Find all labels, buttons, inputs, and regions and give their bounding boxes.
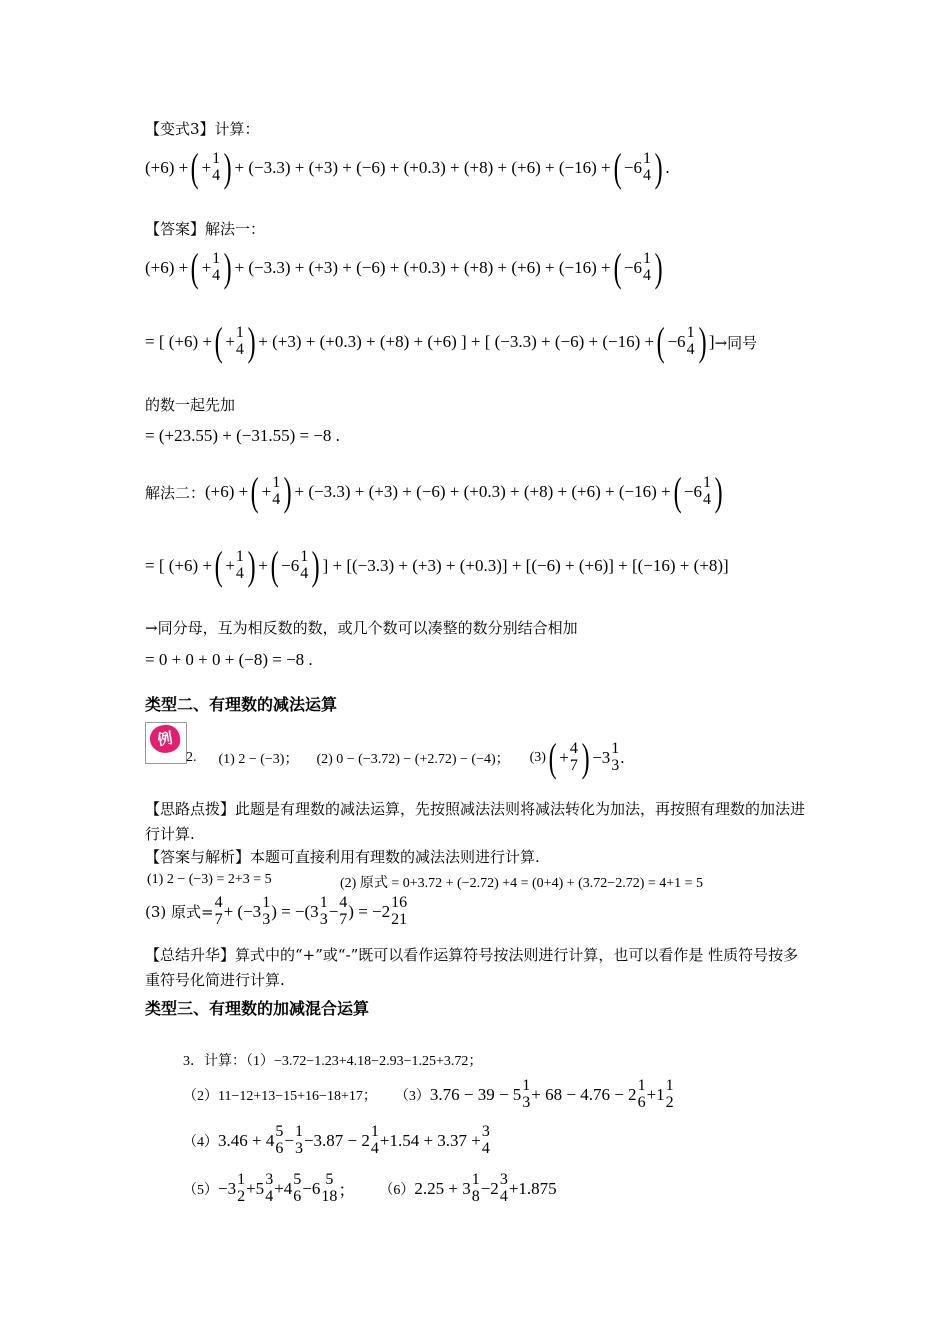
fraction: 1 4 — [643, 150, 651, 184]
p4-label: （4） — [183, 1134, 218, 1150]
fraction: 5 18 — [321, 1171, 338, 1205]
note: →同号 — [714, 333, 758, 352]
fraction: 5 6 — [275, 1123, 284, 1157]
example-badge: 例 — [148, 723, 182, 756]
period: . — [620, 748, 625, 767]
expr-part: − — [284, 1130, 294, 1150]
expr-part: −3 — [218, 1178, 237, 1198]
expr-part: (+6) + — [205, 482, 249, 501]
fraction: 1 6 — [637, 1077, 646, 1111]
p6-label: （6） — [379, 1182, 415, 1198]
answer-step1: = [ (+6) + ( + 1 4 ) + (+3) + (+0.3) + (+8) + (+6) ] + [ (−3.3) + (−6) + (−16) + ( −6 1 4 ) ] →同号 — [145, 319, 758, 364]
expr-part: 2.25 + 3 — [414, 1178, 471, 1198]
fraction: 1 2 — [237, 1171, 246, 1205]
expr-part: (+6) + — [145, 158, 189, 177]
q2: (2) 0 − (−3.72) − (+2.72) − (−4)； — [316, 752, 510, 767]
hint: 【思路点拨】此题是有理数的减法运算，先按照减法法则将减法转化为加法，再按照有理数的加法进行计算. — [145, 800, 806, 843]
fraction: 1 3 — [262, 894, 271, 928]
fraction: 1 8 — [471, 1171, 480, 1205]
expr-part: −6 — [302, 1178, 321, 1198]
answer-analysis-title: 【答案与解析】本题可直接利用有理数的减法法则进行计算. — [145, 848, 540, 866]
sign: + — [261, 482, 272, 501]
sign: + — [225, 556, 235, 575]
q3-parts-2-3 — [183, 1078, 675, 1112]
mixed-whole: −6 — [683, 482, 703, 501]
method2-step2: = 0 + 0 + 0 + (−8) = −8 . — [145, 650, 313, 669]
fraction: 1 4 — [703, 474, 712, 508]
answer-3 — [145, 895, 408, 929]
expr-part: + (−3 — [223, 901, 262, 921]
expr-part: ] + [(−3.3) + (+3) + (+0.3)] + [(−6) + (+6)] + [(−16) + (+8)] — [322, 556, 729, 575]
sign: + — [559, 748, 569, 767]
expr-part: + (−3.3) + (+3) + (−6) + (+0.3) + (+8) + (+6) + (−16) + — [234, 158, 611, 177]
expr-part: ) = −2 — [348, 901, 391, 921]
expr-part: (+6) + — [145, 258, 189, 277]
expr-part: −2 — [480, 1178, 499, 1198]
mixed-whole: −3 — [592, 748, 611, 767]
answer-2: (2) 原式 = 0+3.72 + (−2.72) +4 = (0+4) + (3.72−2.72) = 4+1 = 5 — [340, 876, 704, 891]
answer-step1-note2: 的数一起先加 — [145, 396, 236, 414]
fraction: 5 6 — [293, 1171, 302, 1205]
example-icon — [145, 722, 187, 764]
summary: 【总结升华】算式中的“+”或“-”既可以看作运算符号按法则进行计算，也可以看作是 性质符号按多重符号化简进行计算. — [145, 946, 799, 989]
answer-1: (1) 2 − (−3) = 2+3 = 5 — [147, 872, 272, 887]
expr-part: +1.875 — [508, 1178, 557, 1198]
minus: − — [328, 901, 339, 921]
expr-part: + (−3.3) + (+3) + (−6) + (+0.3) + (+8) + (+6) + (−16) + — [294, 482, 671, 501]
a3-label: (3) 原式= — [145, 903, 214, 922]
method2-note: →同分母，互为相反数的数，或几个数可以凑整的数分别结合相加 — [145, 619, 578, 637]
fraction: 1 3 — [319, 894, 328, 928]
sign: + — [201, 158, 212, 177]
method2-expression: 解法二： (+6) + ( + 1 4 ) + (−3.3) + (+3) + (−6) + (+0.3) + (+8) + (+6) + (−16) + ( −6 1 4 ) — [145, 469, 723, 514]
q3-label: (3) — [529, 750, 546, 765]
sign: + — [225, 332, 235, 351]
fraction: 1 3 — [294, 1123, 303, 1157]
expr-part: + (−3.3) + (+3) + (−6) + (+0.3) + (+8) + (+6) + (−16) + — [234, 258, 611, 277]
q3-title: 3．计算：（1）−3.72−1.23+4.18−2.93−1.25+3.72； — [183, 1054, 483, 1069]
fraction: 3 4 — [499, 1171, 508, 1205]
answer-expression: (+6) + ( + 1 4 ) + (−3.3) + (+3) + (−6) + (+0.3) + (+8) + (+6) + (−16) + ( −6 1 4 ) — [145, 245, 663, 290]
fraction: 3 4 — [481, 1123, 490, 1157]
expr-part: +1.54 + 3.37 + — [379, 1130, 481, 1150]
answer-step2: = (+23.55) + (−31.55) = −8 . — [145, 426, 340, 445]
expr-part: 3.76 − 39 − 5 — [429, 1084, 522, 1104]
type2-heading: 类型二、有理数的减法运算 — [145, 695, 338, 714]
expr-part: +5 — [246, 1178, 265, 1198]
mixed-whole: −6 — [623, 258, 642, 277]
q3-parts-5-6 — [183, 1172, 557, 1206]
fraction: 4 7 — [214, 894, 223, 928]
fraction: 1 4 — [370, 1123, 379, 1157]
expr-part: + (+3) + (+0.3) + (+8) + (+6) ] + [ (−3.3) + (−6) + (−16) + — [258, 332, 655, 351]
mixed-whole: −6 — [667, 332, 686, 351]
expr-part: +4 — [274, 1178, 293, 1198]
fraction: 1 4 — [272, 474, 281, 508]
expr-part: = [ (+6) + — [145, 332, 212, 351]
semicolon: ； — [338, 1181, 356, 1201]
answer-title: 【答案】解法一： — [145, 220, 266, 238]
fraction: 1 4 — [643, 250, 651, 284]
fraction: 1 2 — [665, 1077, 674, 1111]
fraction: 4 7 — [569, 740, 578, 774]
variant-expression: (+6) + ( + 1 4 ) + (−3.3) + (+3) + (−6) + (+0.3) + (+8) + (+6) + (−16) + ( −6 1 4 ) . — [145, 145, 670, 190]
fraction: 3 4 — [265, 1171, 274, 1205]
method2-title: 解法二： — [145, 483, 206, 502]
example2-question: 2. (1) 2 − (−3)； (2) 0 − (−3.72) − (+2.72) − (−4)； (3) ( + 4 7 ) −3 1 3 . — [186, 735, 625, 780]
type3-heading: 类型三、有理数的加减混合运算 — [145, 999, 370, 1018]
fraction: 1 4 — [212, 150, 221, 184]
expr-part: +1 — [646, 1084, 665, 1104]
fraction: 1 4 — [212, 250, 221, 284]
fraction: 1 3 — [611, 740, 620, 774]
fraction: 1 3 — [522, 1077, 531, 1111]
fraction: 1 4 — [300, 548, 309, 582]
expr-part: + 68 − 4.76 − 2 — [531, 1084, 637, 1104]
fraction: 1 4 — [686, 324, 695, 358]
fraction: 16 21 — [391, 894, 408, 928]
p5-label: （5） — [183, 1182, 218, 1198]
p3-label: （3） — [394, 1088, 430, 1104]
fraction: 1 4 — [235, 548, 244, 582]
mixed-whole: −6 — [281, 556, 300, 575]
mixed-whole: −6 — [623, 158, 642, 177]
expr-part: −3.87 − 2 — [303, 1130, 370, 1150]
expr-part: = [ (+6) + — [145, 556, 212, 575]
p2: （2）11−12+13−15+16−18+17； — [183, 1088, 377, 1104]
fraction: 4 7 — [339, 894, 348, 928]
expr-part: ) = −(3 — [271, 901, 319, 921]
method2-step1: = [ (+6) + ( + 1 4 ) + ( −6 1 4 ) ] + [(−3.3) + (+3) + (+0.3)] + [(−6) + (+6)] + [(−16) + (+8)] — [145, 543, 729, 588]
sign: + — [201, 258, 212, 277]
q-num: 2. — [186, 750, 197, 765]
expr-part: 3.46 + 4 — [218, 1130, 275, 1150]
q3-part-4 — [183, 1124, 491, 1158]
fraction: 1 4 — [235, 324, 244, 358]
q1: (1) 2 − (−3)； — [218, 752, 299, 767]
period: . — [665, 158, 670, 177]
variant-title: 【变式3】计算： — [145, 120, 260, 138]
